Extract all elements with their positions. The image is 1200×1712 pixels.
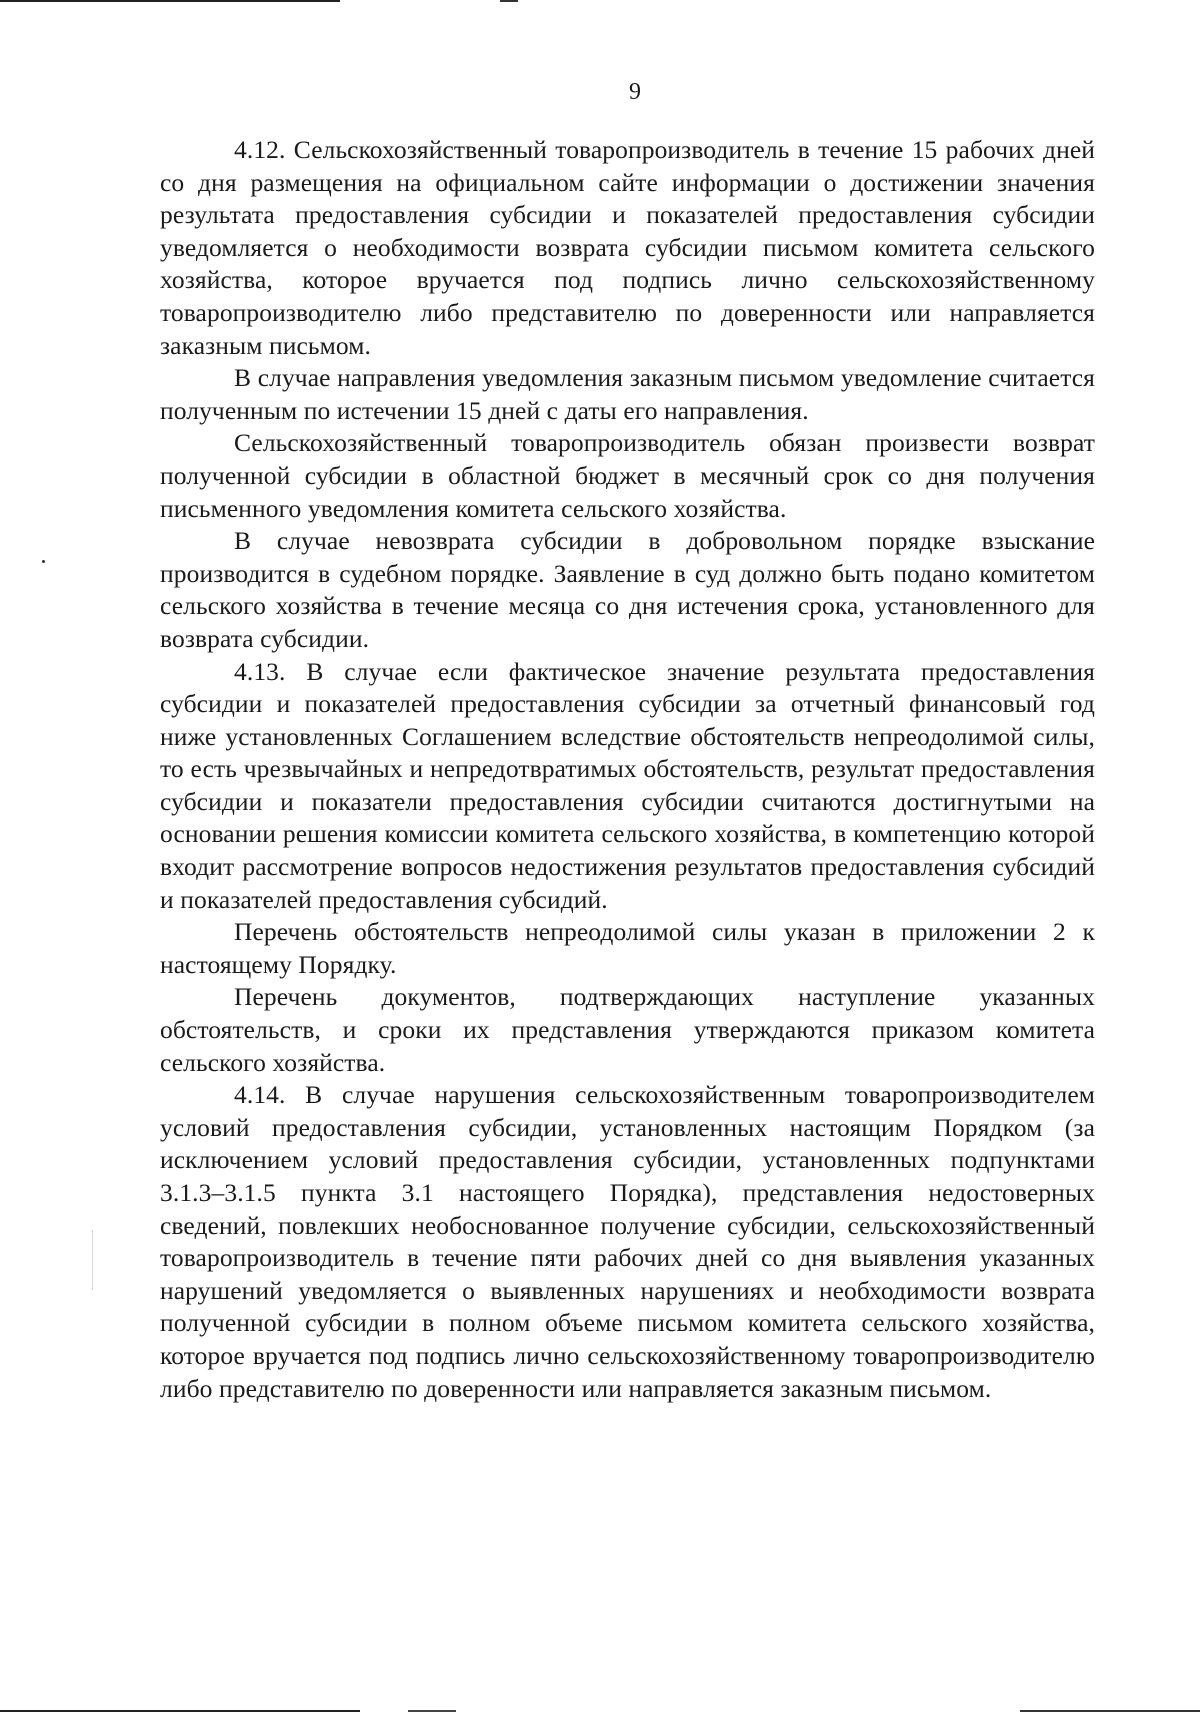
paragraph-return-obligation: Сельскохозяйственный товаропроизводитель обязан произвести возврат полученной субсидии в областной бюджет в месячный срок со дня получения письменного уведомления комитета сельского хозяйства. [160, 428, 1095, 523]
paragraph-4-13: 4.13. В случае если фактическое значение результата предоставления субсидии и показателей предоставления субсидии за отчетный финансовый год ниже установленных Соглашением вследствие обстоятельств непреодолимой силы, то есть чрезвычайных и непредотвратимых обстоятельств, результат предоставления субсидии и показатели предоставления субсидии считаются достигнутыми на основании решения комиссии комитета сельского хозяйства, в компетенцию которой входит рассмотрение вопросов недостижения результатов предоставления субсидий и показателей предоставления субсидий. [160, 656, 1095, 914]
paragraph-4-14: 4.14. В случае нарушения сельскохозяйственным товаропроизводителем условий предоставления субсидии, установленных настоящим Порядком (за исключением условий предоставления субсидии, установленных подпунктами 3.1.3–3.1.5 пункта 3.1 настоящего Порядка), представления недостоверных сведений, повлекших необоснованное получение субсидии, сельскохозяйственный товаропроизводитель в течение пяти рабочих дней со дня выявления указанных нарушений уведомляется о выявленных нарушениях и необходимости возврата полученной субсидии в полном объеме письмом комитета сельского хозяйства, которое вручается под подпись лично сельскохозяйственному товаропроизводителю либо представителю по доверенности или направляется заказным письмом. [160, 1080, 1095, 1403]
paragraph-notification-mail: В случае направления уведомления заказным письмом уведомление считается полученным по истечении 15 дней с даты его направления. [160, 363, 1095, 425]
scan-edge-top-mark [500, 0, 518, 2]
scan-edge-top [0, 0, 340, 2]
paragraph-force-majeure-list: Перечень обстоятельств непреодолимой силы указан в приложении 2 к настоящему Порядку. [160, 917, 1095, 979]
scan-faint-mark [92, 1230, 93, 1290]
document-body [160, 134, 1095, 1405]
paragraph-court-recovery: В случае невозврата субсидии в добровольном порядке взыскание производится в судебном порядке. Заявление в суд должно быть подано комитетом сельского хозяйства в течение месяца со дня истечения срока, установленного для возврата субсидии. [160, 526, 1095, 653]
paragraph-4-12: 4.12. Сельскохозяйственный товаропроизводитель в течение 15 рабочих дней со дня размещения на официальном сайте информации о достижении значения результата предоставления субсидии и показателей предоставления субсидии уведомляется о необходимости возврата субсидии письмом комитета сельского хозяйства, которое вручается под подпись лично сельскохозяйственному товаропроизводителю либо представителю по доверенности или направляется заказным письмом. [160, 135, 1095, 360]
page-number: 9 [629, 79, 641, 105]
paragraph-documents-list: Перечень документов, подтверждающих наступление указанных обстоятельств, и сроки их представления утверждаются приказом комитета сельского хозяйства. [160, 982, 1095, 1077]
scan-speck [42, 560, 45, 563]
